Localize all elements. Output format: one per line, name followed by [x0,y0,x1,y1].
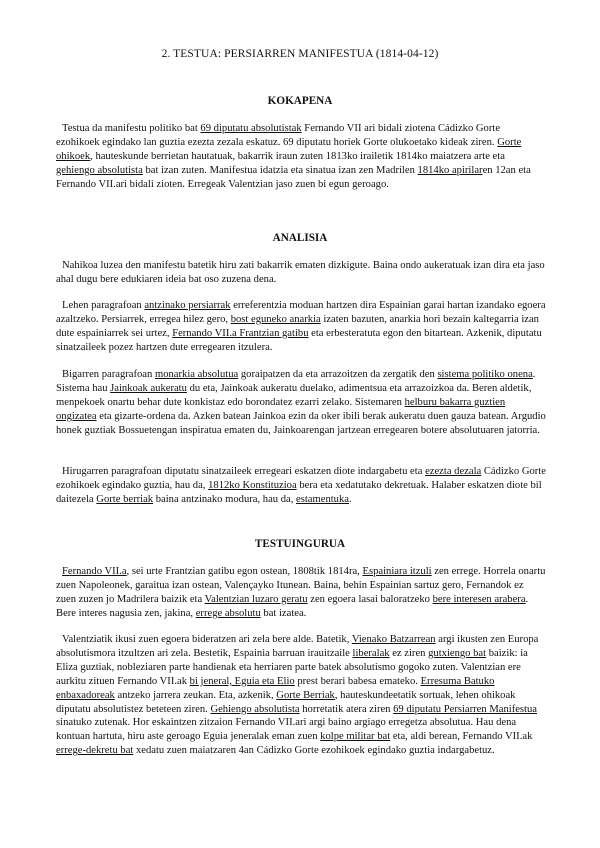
document-title: 2. TESTUA: PERSIARREN MANIFESTUA (1814-04-12) [161,48,439,60]
underlined-phrase: estamentuka [296,493,349,505]
underlined-phrase: sistema politiko onena [437,369,533,380]
text-run: Cádizko Gorte ezohikoek egindako guztia, hau da, [56,466,546,491]
underlined-phrase: errege-dekretu bat [56,745,134,757]
text-run: argi ikusten zen Europa absolutismora itzultzen ari zela. Bestetik, Espainia barruan irauitzaile [56,634,539,659]
text-run: bat izan zuten. Manifestua idatzia eta sinatua izan zen Madrilen [142,164,418,176]
heading-testuingurua: TESTUINGURUA [254,538,346,550]
underlined-phrase: ezezta dezala [425,466,482,477]
text-run: , hauteskunde berrietan hautatuak, bakarrik iraun zuten 1813ko irailetik 1814ko maiatzera arte eta [90,150,505,162]
underlined-phrase: 1812ko Konstituzioa [208,479,297,491]
text-run: izaten bazuten, anarkia hori bezain kaltegarria izan dute espainiarrek sei urtez, [56,313,539,339]
underlined-phrase: Espainiara itzuli [362,566,432,577]
text-run: zen egoera lasai baloratzeko [307,593,433,605]
text-run: . Bere interes nagusia zen, jakina, [56,593,529,619]
text-run: Valentziatik ikusi zuen egoera bideratzen ari zela bere alde. Batetik, [62,634,352,645]
text-run: Fernando VII ari bidali ziotena Cádizko Gorte ezohikoek egindako lan guztia ezezta zezala eskatuz. 69 diputatu horiek Gorte olukoetako kideak ziren. [56,123,501,148]
heading-kokapena: KOKAPENA [267,95,333,107]
text-run: eta gizarte-ordena da. Azken batean Jainkoa ezin da oker ibili berak aukeratu duen gauza batean. Argudio honek guztiak Bossuetengan inspiratua ematen du, Jainkoarengan jartzean erregearen botere absolutuaren jatorria. [56,410,546,436]
underlined-phrase: Erresuma Batuko enbaxadoreak [56,675,495,701]
underlined-phrase: 1814ko apirilar [417,164,483,176]
text-run: baizik: ia Eliza guztiak, nobleziaren parte handienak eta herriaren parte batek absolutismo gogoko zuten. Valentzian ere aurkitu zituen Fernando VII.ak [56,647,528,687]
text-run: antzeko jarrera zeukan. Eta, azkenik, [114,689,277,701]
underlined-phrase: Gorte berriak [96,493,154,505]
underlined-phrase: liberalak [352,647,390,659]
text-run: zen errege. Horrela onartu zuen Napoleonek, garaitua izan ostean, Valençayko Itunean. Baina, behin Espainian sartuz gero, Fernandok ez zuen zuzen jo Madrilera baizik eta [56,566,546,605]
underlined-phrase: Vienako Batzarrean [351,634,436,645]
text-run: xedatu zuen maiatzaren 4an Cádizko Gorte ezohikoek egindako guztia indargabetuz. [133,745,495,757]
underlined-phrase: bere interesen arabera [432,593,526,605]
analisia-paragraph-3 [56,368,546,438]
underlined-phrase: errege absolutu [195,607,261,619]
underlined-phrase: Fernando VII.a [62,566,127,577]
underlined-phrase: kolpe militar bat [320,731,391,743]
underlined-phrase: gehiengo absolutista [56,164,143,176]
text-run: bat izatea. [260,607,307,619]
underlined-phrase: Fernando VII.a Frantzian gatibu [172,327,309,339]
text-run: Hirugarren paragrafoan diputatu sinatzaileek erregeari eskatzen diote indargabetu eta [62,466,426,477]
text-run: , hauteskundeetatik sortuak, lehen ohikoak diputatu absolutistez beteteen ziren. [56,689,516,715]
text-run: en 12an eta Fernando VII.ari bidali zioten. Erregeak Valentzian jaso zuen bi egun geroago. [56,164,531,190]
underlined-phrase: antzinako persiarrak [144,300,231,311]
text-run: horretatik atera ziren [299,703,394,715]
testuingurua-paragraph-1 [56,565,546,621]
underlined-phrase: Gorte Berriak [276,689,335,701]
text-run: bera eta xedatutako dekretuak. Halaber eskatzen diote bil daitezela [56,479,542,505]
underlined-phrase: Gorte ohikoek [56,136,522,162]
text-run: ez ziren [389,647,429,659]
text-run: baina antzinako modura, hau da, [153,493,297,505]
text-run: Lehen paragrafoan [62,300,145,311]
text-run: , sei urte Frantzian gatibu egon ostean, 1808tik 1814ra, [126,566,363,577]
text-run: . [348,493,352,505]
underlined-phrase: Valentzian luzaro geratu [204,593,308,605]
text-run: Bigarren paragrafoan [62,369,155,380]
underlined-phrase: monarkia absolutua [154,369,239,380]
text-run: eta erbesteratuta egon den bitartean. Azkenik, diputatu sinatzaileek pozez hartzen dute erregearen itzulera. [56,327,542,353]
underlined-phrase: Gehiengo absolutista [210,703,300,715]
text-run: sinatuko zutenak. Hor eskaintzen zitzaion Fernando VII.ari argi baino argiago erregetza absolutua. Hau dena kontuan hartuta, hiru aste geroago Eguia jeneralak eman zuen [56,717,517,743]
text-run: prest berari babesa emateko. [294,675,421,687]
underlined-phrase: bost eguneko anarkia [230,313,321,325]
underlined-phrase: gutxiengo bat [428,647,487,659]
analisia-paragraph-2 [56,299,546,355]
text-run: goraipatzen da eta arrazoitzen da zergatik den [238,369,438,380]
analisia-paragraph-1 [56,259,546,287]
text-run: eta, aldi berean, Fernando VII.ak [390,731,533,743]
testuingurua-paragraph-2 [56,633,546,758]
analisia-paragraph-4 [56,465,546,507]
underlined-phrase: helburu bakarra guztien ongizatea [56,396,506,422]
text-run: Testua da manifestu politiko bat [62,123,201,134]
text-run: du eta, Jainkoak aukeratu duelako, adimentsua eta arrazoizkoa da. Beren aldetik, menpekoek onartu behar dute konkistaz edo borondatez ezarri zelako. Sistemaren [56,382,532,408]
text-run: Nahikoa luzea den manifestu batetik hiru zati bakarrik ematen dizkigute. Baina ondo aukeratuak izan dira eta jaso ahal dugu bere edukiaren ideia bat oso zuzena dena. [56,260,545,285]
underlined-phrase: Jainkoak aukeratu [110,382,187,394]
kokapena-paragraph-1 [56,122,546,192]
text-run: . Sistema hau [56,369,536,394]
underlined-phrase: 69 diputatu absolutistak [200,123,302,134]
underlined-phrase: bi jeneral, Eguia eta Elio [189,675,295,687]
underlined-phrase: 69 diputatu Persiarren Manifestua [393,703,537,715]
heading-analisia: ANALISIA [272,232,328,244]
text-run: erreferentzia moduan hartzen dira Espainian garai hartan izandako egoera azaltzeko. Persiarrek, erregea hilez gero, [56,300,546,325]
